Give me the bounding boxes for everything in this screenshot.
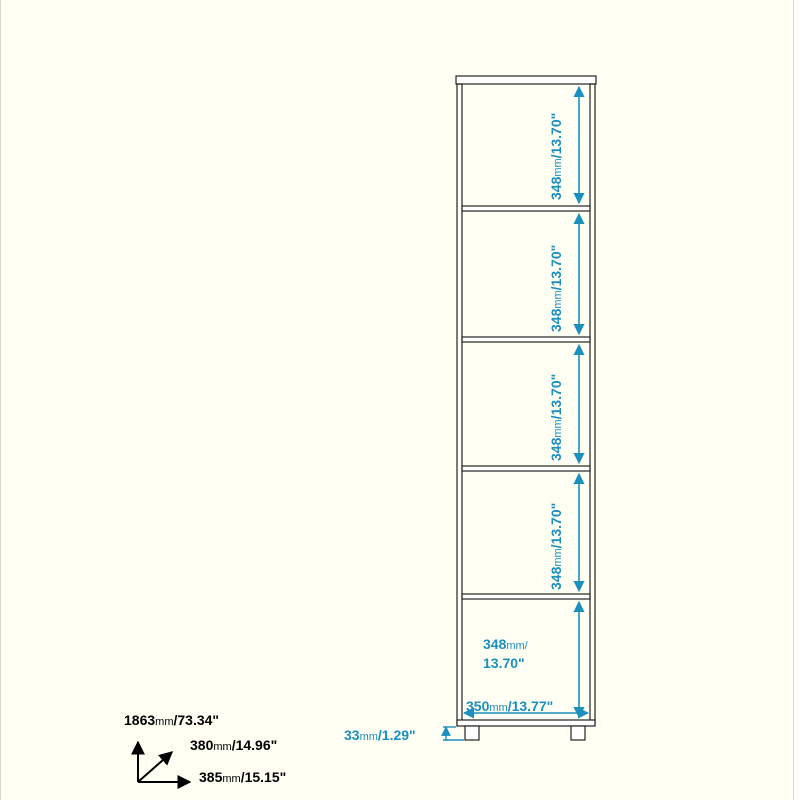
foot-right: [571, 726, 585, 740]
overall-height-label: 1863mm/73.34": [124, 712, 220, 728]
overall-depth-label: 380mm/14.96": [190, 737, 278, 753]
left-side-panel: [457, 84, 462, 725]
shelf-2-label: 348mm/13.70": [548, 244, 564, 332]
shelf-board-4: [462, 594, 590, 599]
axis-depth-arrow: [138, 752, 172, 782]
foot-label: 33mm/1.29": [344, 727, 416, 743]
shelf-board-1: [462, 206, 590, 211]
top-panel: [456, 76, 596, 84]
bottom-panel: [457, 720, 595, 726]
foot-left: [465, 726, 479, 740]
overall-width-label: 385mm/15.15": [199, 769, 287, 785]
right-side-panel: [590, 84, 595, 725]
shelf-1-label: 348mm/13.70": [548, 112, 564, 200]
bottom-shelf-label-line1: 348mm/: [483, 636, 528, 652]
shelf-board-2: [462, 337, 590, 342]
bottom-shelf-label-line2: 13.70": [483, 655, 525, 671]
shelf-board-3: [462, 466, 590, 471]
width-label: 350mm/13.77": [466, 698, 554, 714]
shelf-3-label: 348mm/13.70": [548, 373, 564, 461]
axis-indicator: [138, 742, 190, 782]
shelf-4-label: 348mm/13.70": [548, 502, 564, 590]
foot-dimension: [443, 727, 464, 740]
